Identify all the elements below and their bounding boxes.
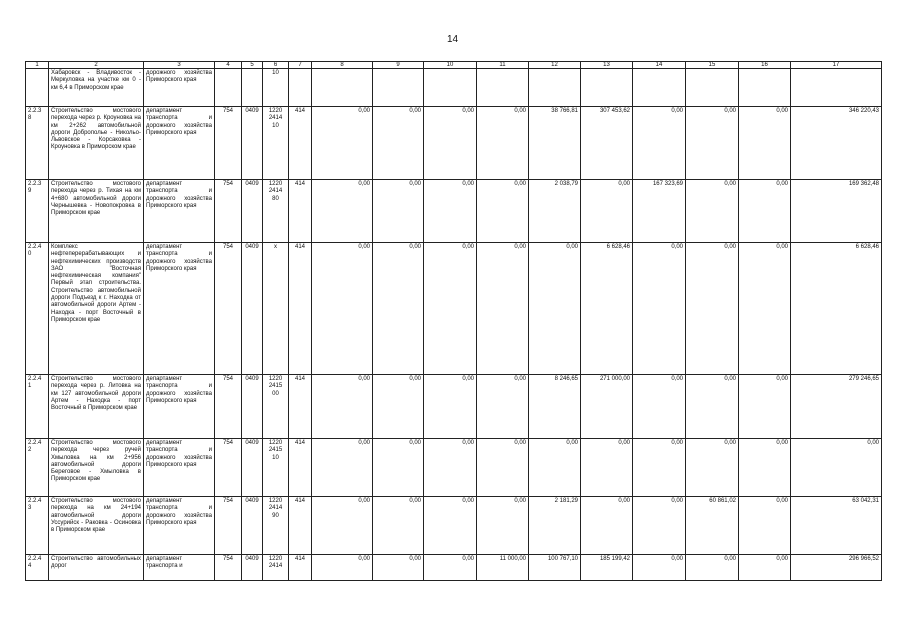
value-col-14: 167 323,69	[633, 180, 686, 243]
section-code: 0409	[242, 180, 263, 243]
target-article: 1220 2415 10	[263, 439, 289, 497]
ministry-code: 754	[215, 107, 242, 180]
table-row	[26, 375, 882, 439]
value-col-14: 0,00	[633, 497, 686, 555]
column-number-6: 6	[263, 62, 289, 69]
executor: департамент транспорта и	[144, 555, 215, 581]
row-number: 2.2.4 1	[26, 375, 49, 439]
value-total: 6 628,46	[791, 243, 882, 375]
value-col-12: 2 038,79	[529, 180, 581, 243]
value-col-9: 0,00	[373, 497, 424, 555]
value-col-14: 0,00	[633, 107, 686, 180]
value-col-9: 0,00	[373, 439, 424, 497]
column-number-11: 11	[477, 62, 529, 69]
expense-type: 414	[289, 180, 312, 243]
table-row	[26, 439, 882, 497]
object-name: Строительство мостового перехода на км 24+194 автомобильной дороги Уссурийск - Раковка - Осиновка в Приморском крае	[49, 497, 144, 555]
column-number-9: 9	[373, 62, 424, 69]
value-col-13: 271 000,00	[581, 375, 633, 439]
value-col-16: 0,00	[739, 439, 791, 497]
object-name: Строительство мостового перехода через р. Кроуновка на км 2+262 автомобильной дороги Доброполье - Никольо-Львовское - Корсаковка - Кроуновка в Приморском крае	[49, 107, 144, 180]
value-col-12: 100 767,10	[529, 555, 581, 581]
value-col-16: 0,00	[739, 555, 791, 581]
value-col-11: 0,00	[477, 439, 529, 497]
ministry-code: 754	[215, 180, 242, 243]
column-number-8: 8	[312, 62, 373, 69]
value-total: 63 042,31	[791, 497, 882, 555]
value-col-15: 0,00	[686, 555, 739, 581]
value-col-15: 0,00	[686, 107, 739, 180]
value-col-16: 0,00	[739, 243, 791, 375]
value-col-13	[581, 69, 633, 107]
value-col-12: 8 246,65	[529, 375, 581, 439]
table-row	[26, 107, 882, 180]
executor: департамент транспорта и дорожного хозяйства Приморского края	[144, 439, 215, 497]
table-row	[26, 243, 882, 375]
section-code: 0409	[242, 555, 263, 581]
column-number-14: 14	[633, 62, 686, 69]
value-col-11: 0,00	[477, 107, 529, 180]
value-col-13: 185 199,42	[581, 555, 633, 581]
value-col-8: 0,00	[312, 107, 373, 180]
executor: департамент транспорта и дорожного хозяйства Приморского края	[144, 180, 215, 243]
column-number-10: 10	[424, 62, 477, 69]
expense-type: 414	[289, 375, 312, 439]
target-article: 1220 2414 10	[263, 107, 289, 180]
object-name: Хабаровск - Владивосток - Меркуловка на участке км 0 - км 6,4 в Приморском крае	[49, 69, 144, 107]
column-number-15: 15	[686, 62, 739, 69]
expense-type	[289, 69, 312, 107]
column-number-5: 5	[242, 62, 263, 69]
expense-type: 414	[289, 497, 312, 555]
value-col-8: 0,00	[312, 375, 373, 439]
table-row	[26, 180, 882, 243]
value-col-12: 0,00	[529, 243, 581, 375]
value-col-13: 0,00	[581, 439, 633, 497]
row-number: 2.2.4 0	[26, 243, 49, 375]
value-col-15: 0,00	[686, 375, 739, 439]
value-col-8: 0,00	[312, 439, 373, 497]
value-col-16: 0,00	[739, 180, 791, 243]
row-number: 2.2.3 8	[26, 107, 49, 180]
ministry-code: 754	[215, 439, 242, 497]
value-col-10: 0,00	[424, 243, 477, 375]
value-total	[791, 69, 882, 107]
value-col-9: 0,00	[373, 243, 424, 375]
value-col-14: 0,00	[633, 243, 686, 375]
ministry-code	[215, 69, 242, 107]
object-name: Строительство мостового перехода через ручей Хмыловка на км 2+956 автомобильной дороги Береговое - Хмыловка в Приморском крае	[49, 439, 144, 497]
ministry-code: 754	[215, 243, 242, 375]
section-code: 0409	[242, 375, 263, 439]
value-col-11: 0,00	[477, 243, 529, 375]
value-col-12	[529, 69, 581, 107]
value-total: 296 966,52	[791, 555, 882, 581]
value-total: 346 220,43	[791, 107, 882, 180]
value-col-10: 0,00	[424, 375, 477, 439]
value-col-10	[424, 69, 477, 107]
value-total: 0,00	[791, 439, 882, 497]
value-col-15: 0,00	[686, 439, 739, 497]
section-code: 0409	[242, 243, 263, 375]
ministry-code: 754	[215, 555, 242, 581]
value-col-9: 0,00	[373, 555, 424, 581]
value-col-15: 0,00	[686, 180, 739, 243]
row-number: 2.2.4 3	[26, 497, 49, 555]
row-number	[26, 69, 49, 107]
row-number: 2.2.4 2	[26, 439, 49, 497]
table-row	[26, 555, 882, 581]
page-number: 14	[446, 34, 459, 45]
value-col-15: 60 861,02	[686, 497, 739, 555]
value-col-11	[477, 69, 529, 107]
column-number-3: 3	[144, 62, 215, 69]
value-col-10: 0,00	[424, 439, 477, 497]
row-number: 2.2.3 9	[26, 180, 49, 243]
value-total: 279 246,65	[791, 375, 882, 439]
value-col-14: 0,00	[633, 375, 686, 439]
value-col-9	[373, 69, 424, 107]
target-article: 1220 2415 00	[263, 375, 289, 439]
column-number-12: 12	[529, 62, 581, 69]
value-col-16: 0,00	[739, 497, 791, 555]
value-col-8: 0,00	[312, 497, 373, 555]
object-name: Строительство мостового перехода через р. Литовка на км 127 автомобильной дороги Артем - Находка - порт Восточный в Приморском крае	[49, 375, 144, 439]
value-col-13: 0,00	[581, 497, 633, 555]
column-number-row	[26, 62, 882, 69]
column-number-17: 17	[791, 62, 882, 69]
expense-type: 414	[289, 439, 312, 497]
column-number-4: 4	[215, 62, 242, 69]
object-name: Строительство мостового перехода через р. Тихая на км 4+680 автомобильной дороги Чернышевка - Новопокровка в Приморском крае	[49, 180, 144, 243]
section-code	[242, 69, 263, 107]
ministry-code: 754	[215, 497, 242, 555]
column-number-1: 1	[26, 62, 49, 69]
value-col-13: 0,00	[581, 180, 633, 243]
column-number-13: 13	[581, 62, 633, 69]
value-col-11: 0,00	[477, 375, 529, 439]
executor: дорожного хозяйства Приморского края	[144, 69, 215, 107]
value-col-16: 0,00	[739, 375, 791, 439]
value-col-13: 307 453,62	[581, 107, 633, 180]
value-col-8: 0,00	[312, 555, 373, 581]
expense-type: 414	[289, 243, 312, 375]
column-number-16: 16	[739, 62, 791, 69]
table-row	[26, 497, 882, 555]
value-col-9: 0,00	[373, 375, 424, 439]
value-col-16	[739, 69, 791, 107]
column-number-2: 2	[49, 62, 144, 69]
value-col-13: 6 628,46	[581, 243, 633, 375]
target-article: x	[263, 243, 289, 375]
value-col-9: 0,00	[373, 107, 424, 180]
ministry-code: 754	[215, 375, 242, 439]
value-col-15: 0,00	[686, 243, 739, 375]
executor: департамент транспорта и дорожного хозяйства Приморского края	[144, 107, 215, 180]
expense-type: 414	[289, 107, 312, 180]
column-number-7: 7	[289, 62, 312, 69]
section-code: 0409	[242, 107, 263, 180]
value-col-16: 0,00	[739, 107, 791, 180]
target-article: 1220 2414	[263, 555, 289, 581]
value-total: 169 362,48	[791, 180, 882, 243]
value-col-9: 0,00	[373, 180, 424, 243]
section-code: 0409	[242, 439, 263, 497]
section-code: 0409	[242, 497, 263, 555]
value-col-12: 0,00	[529, 439, 581, 497]
value-col-10: 0,00	[424, 180, 477, 243]
object-name: Комплекс нефтеперерабатывающих и нефтехимических производств ЗАО "Восточная нефтехимическая компания" Первый этап строительства. Строительство автомобильной дороги Подъезд к г. Находка от автомобильной дороги Артем - Находка - порт Восточный в Приморском крае	[49, 243, 144, 375]
executor: департамент транспорта и дорожного хозяйства Приморского края	[144, 243, 215, 375]
value-col-11: 11 000,00	[477, 555, 529, 581]
value-col-8: 0,00	[312, 180, 373, 243]
value-col-15	[686, 69, 739, 107]
budget-table	[25, 61, 882, 581]
target-article: 1220 2414 80	[263, 180, 289, 243]
expense-type: 414	[289, 555, 312, 581]
value-col-12: 38 766,81	[529, 107, 581, 180]
value-col-12: 2 181,29	[529, 497, 581, 555]
value-col-14: 0,00	[633, 555, 686, 581]
target-article: 1220 2414 90	[263, 497, 289, 555]
value-col-8: 0,00	[312, 243, 373, 375]
row-number: 2.2.4 4	[26, 555, 49, 581]
value-col-14	[633, 69, 686, 107]
value-col-10: 0,00	[424, 555, 477, 581]
value-col-14: 0,00	[633, 439, 686, 497]
value-col-10: 0,00	[424, 107, 477, 180]
target-article: 10	[263, 69, 289, 107]
value-col-11: 0,00	[477, 497, 529, 555]
value-col-11: 0,00	[477, 180, 529, 243]
table-row	[26, 69, 882, 107]
executor: департамент транспорта и дорожного хозяйства Приморского края	[144, 497, 215, 555]
executor: департамент транспорта и дорожного хозяйства Приморского края	[144, 375, 215, 439]
value-col-10: 0,00	[424, 497, 477, 555]
object-name: Строительство автомобильных дорог	[49, 555, 144, 581]
value-col-8	[312, 69, 373, 107]
